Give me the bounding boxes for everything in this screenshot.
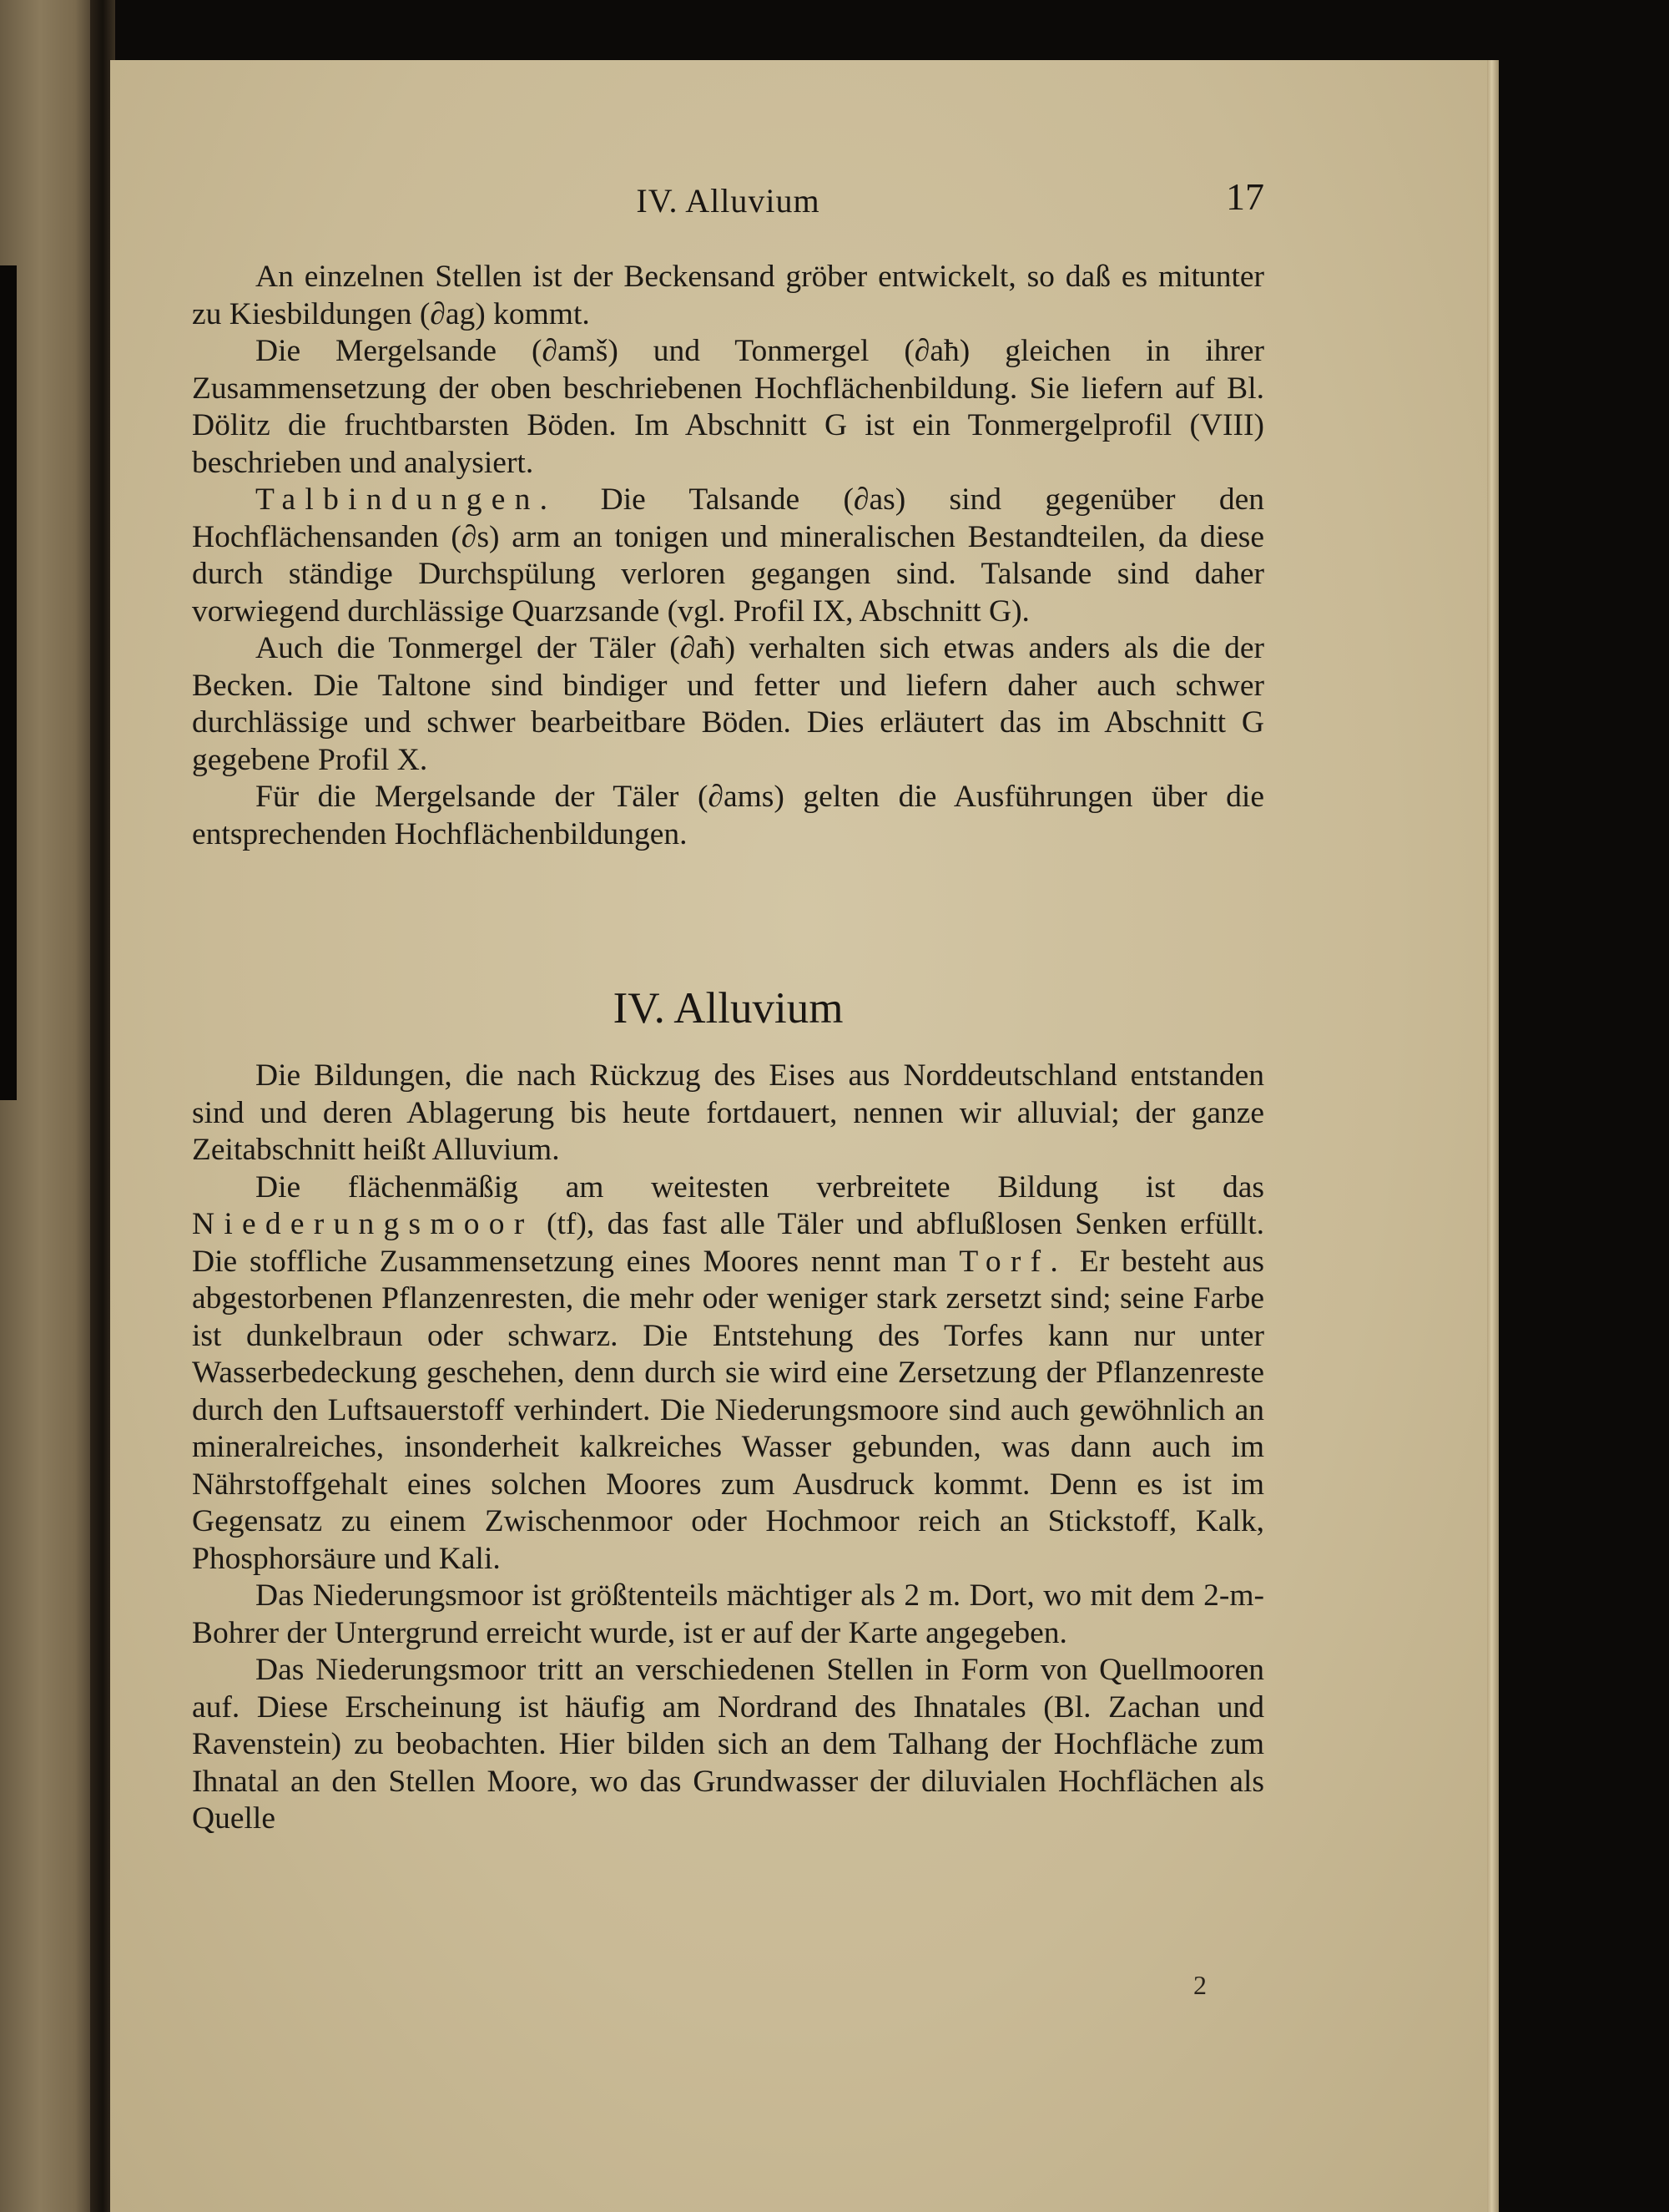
paragraph-text: (tf), das fast alle Täler und abflußlosen Senken erfüllt. Die stoffliche Zusammensetzung eines Moores nennt man [192,1207,1264,1279]
paragraph: Die Bildungen, die nach Rückzug des Eises aus Norddeutschland entstanden sind und deren Ablagerung bis heute fortdauert, nennen wir alluvial; der ganze Zeitabschnitt heißt Alluvium. [192,1058,1264,1167]
running-title: IV. Alluvium [636,182,820,220]
spaced-term: Niederungsmoor [192,1207,534,1241]
paragraph [192,482,1264,630]
page-edge [1487,60,1499,2212]
paragraph [192,1169,1264,1578]
paragraph: An einzelnen Stellen ist der Beckensand gröber entwickelt, so daß es mitunter zu Kiesbildungen (∂ag) kommt. [192,260,1264,331]
paragraph: Auch die Tonmergel der Täler (∂aћ) verhalten sich etwas anders als die der Becken. Die Taltone sind bindiger und fetter und liefern daher auch schwer durchlässige und schwer bearbeitbare Böden. Dies erläutert das im Abschnitt G gegebene Profil X. [192,631,1264,777]
text-block-diluvium [192,259,1264,853]
facing-page-shadow [0,265,17,1100]
page-number: 17 [1226,175,1264,218]
paragraph: Das Niederungsmoor ist größtenteils mächtiger als 2 m. Dort, wo mit dem 2-m-Bohrer der Untergrund erreicht wurde, ist er auf der Karte angegeben. [192,1578,1264,1650]
paragraph: Das Niederungsmoor tritt an verschiedenen Stellen in Form von Quellmooren auf. Diese Erscheinung ist häufig am Nordrand des Ihnatales (Bl. Zachan und Ravenstein) zu beobachten. Hier bilden sich an dem Talhang der Hochfläche zum Ihnatal an den Stellen Moore, wo das Grundwasser der diluvialen Hochflächen als Quelle [192,1653,1264,1836]
section-heading: IV. Alluvium [613,984,844,1033]
running-header [192,175,1264,230]
paragraph-text: Die Talsande (∂as) sind gegenüber den Hochflächensanden (∂s) arm an tonigen und mineralischen Bestandteilen, da diese durch ständige Durchspülung verloren gegangen sind. Talsande sind daher vorwiegend durchlässige Quarzsande (vgl. Profil IX, Abschnitt G). [192,482,1264,629]
paragraph: Die Mergelsande (∂amš) und Tonmergel (∂aћ) gleichen in ihrer Zusammensetzung der oben beschriebenen Hochflächenbildung. Sie liefern auf Bl. Dölitz die fruchtbarsten Böden. Im Abschnitt G ist ein Tonmergelprofil (VIII) beschrieben und analysiert. [192,334,1264,480]
paragraph: Für die Mergelsande der Täler (∂ams) gelten die Ausführungen über die entsprechenden Hochflächenbildungen. [192,780,1264,851]
spaced-term: Talbindungen. [255,482,557,517]
signature-mark: 2 [1193,1970,1207,2000]
text-block-alluvium [192,1058,1264,1838]
paragraph-text: Er besteht aus abgestorbenen Pflanzenresten, die mehr oder weniger stark zersetzt sind; seine Farbe ist dunkelbraun oder schwarz. Die Entstehung des Torfes kann nur unter Wasserbedeckung geschehen, denn durch sie wird eine Zersetzung der Pflanzenreste durch den Luftsauerstoff verhindert. Die Niederungsmoore sind auch gewöhnlich an mineralreiches, insonderheit kalkreiches Wasser gebunden, was dann auch im Nährstoffgehalt eines solchen Moores zum Ausdruck kommt. Denn es ist im Gegensatz zu einem Zwischenmoor oder Hochmoor reich an Stickstoff, Kalk, Phosphorsäure und Kali. [192,1244,1264,1576]
spaced-term: Torf. [959,1244,1067,1279]
paragraph-text: Die flächenmäßig am weitesten verbreitete Bildung ist das [255,1169,1264,1204]
